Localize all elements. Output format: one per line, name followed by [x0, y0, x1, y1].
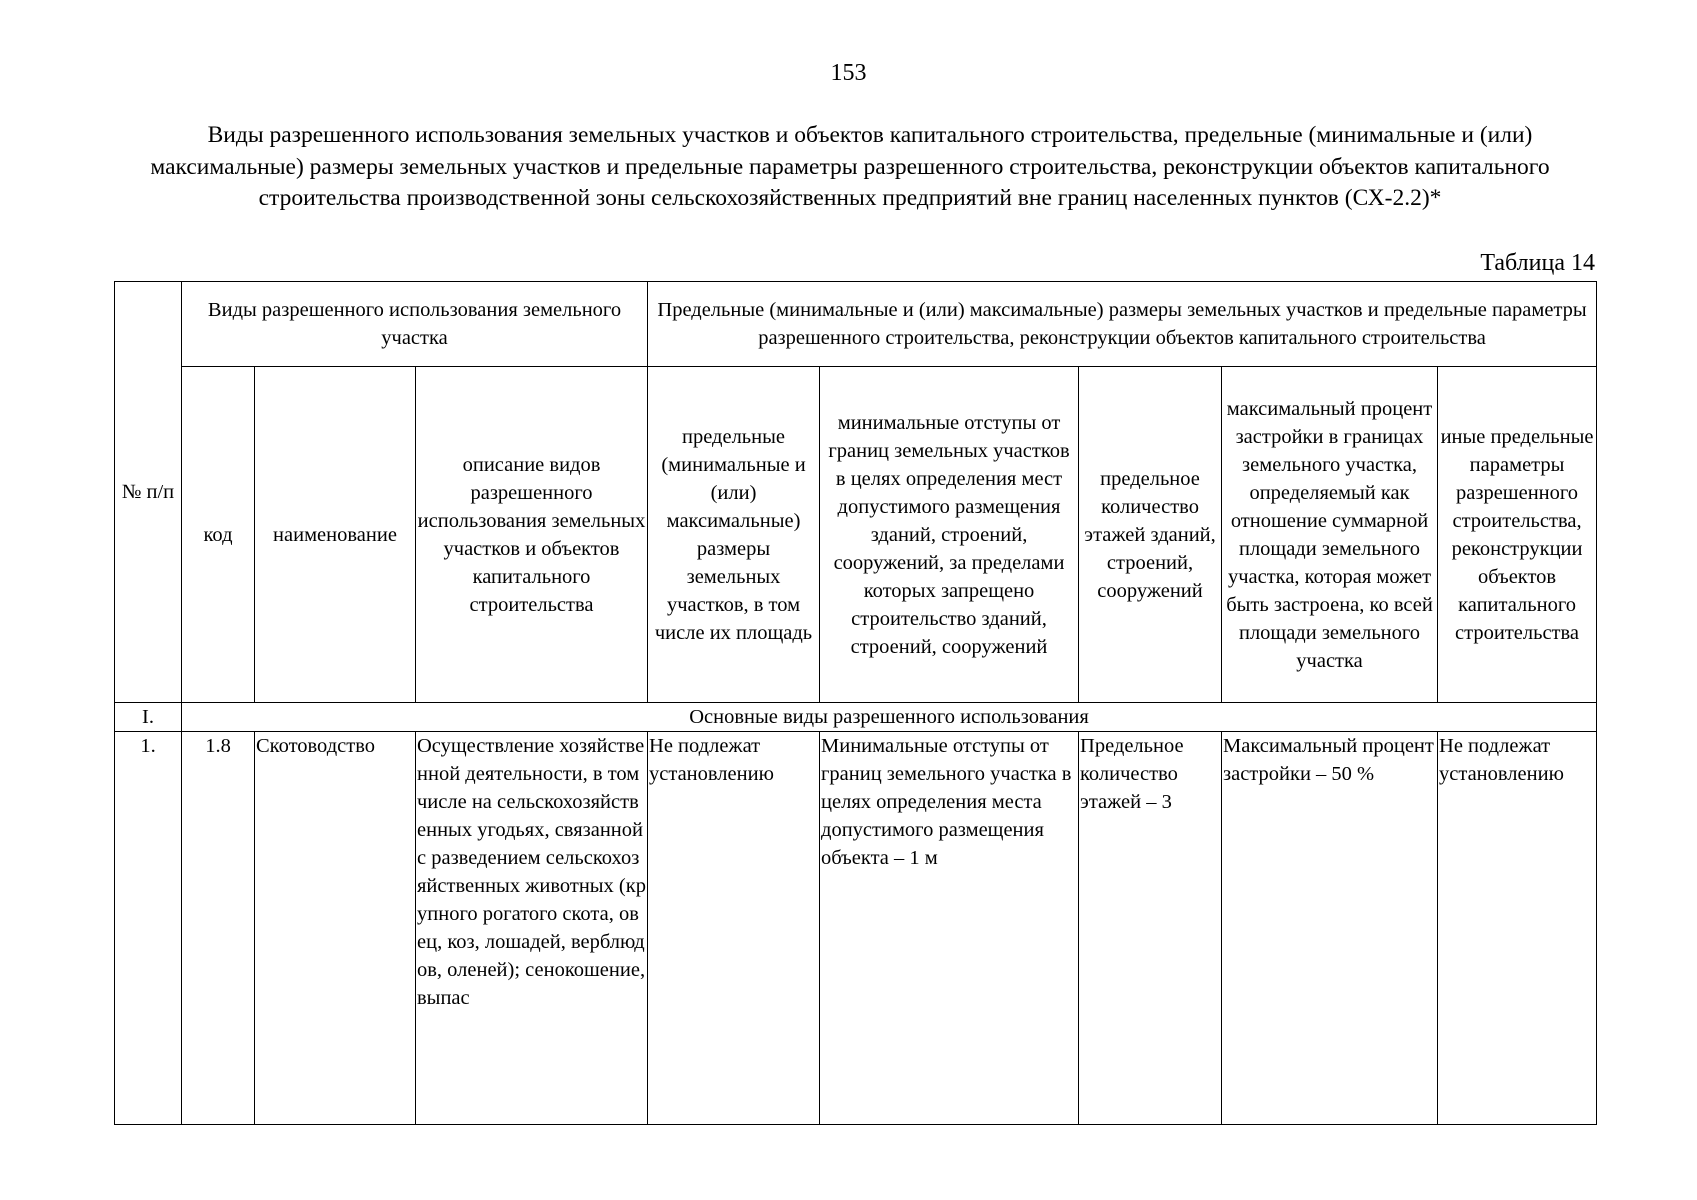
row-coverage: Максимальный процент застройки – 50 % [1222, 732, 1438, 1125]
header-group-limits: Предельные (минимальные и (или) максимальные) размеры земельных участков и предельные параметры разрешенного строительства, реконструкции объектов капитального строительства [648, 282, 1597, 367]
row-setbacks: Минимальные отступы от границ земельного участка в целях определения места допустимого размещения объекта – 1 м [820, 732, 1079, 1125]
row-other: Не подлежат установлению [1438, 732, 1597, 1125]
row-code: 1.8 [182, 732, 255, 1125]
row-num: 1. [115, 732, 182, 1125]
row-sizes: Не подлежат установлению [648, 732, 820, 1125]
header-name: наименование [255, 367, 416, 703]
header-row-groups [115, 282, 1597, 367]
header-other: иные предельные параметры разрешенного строительства, реконструкции объектов капитального строительства [1438, 367, 1597, 703]
header-sizes: предельные (минимальные и (или) максимальные) размеры земельных участков, в том числе их площадь [648, 367, 820, 703]
section-row [115, 703, 1597, 732]
row-name: Скотоводство [255, 732, 416, 1125]
table-label: Таблица 14 [1480, 250, 1595, 276]
row-floors: Предельное количество этажей – 3 [1079, 732, 1222, 1125]
row-description: Осуществление хозяйственной деятельности, в том числе на сельскохозяйственных угодьях, связанной с разведением сельскохозяйственных животных (крупного рогатого скота, овец, коз, лошадей, верблюдов, оленей); сенокошение, выпас [416, 732, 648, 1125]
header-setbacks: минимальные отступы от границ земельных участков в целях определения мест допустимого размещения зданий, строений, сооружений, за пределами которых запрещено строительство зданий, строений, сооружений [820, 367, 1079, 703]
zoning-table [114, 281, 1597, 1125]
document-title [130, 120, 1570, 215]
section-num: I. [115, 703, 182, 732]
header-code: код [182, 367, 255, 703]
table-row [115, 732, 1597, 1125]
section-title: Основные виды разрешенного использования [182, 703, 1597, 732]
header-row-columns [115, 367, 1597, 703]
header-floors: предельное количество этажей зданий, строений, сооружений [1079, 367, 1222, 703]
header-description: описание видов разрешенного использования земельных участков и объектов капитального строительства [416, 367, 648, 703]
header-coverage: максимальный процент застройки в границах земельного участка, определяемый как отношение суммарной площади земельного участка, которая может быть застроена, ко всей площади земельного участка [1222, 367, 1438, 703]
document-title-text: Виды разрешенного использования земельных участков и объектов капитального строительства, предельные (минимальные и (или) максимальные) размеры земельных участков и предельные параметры разрешенного строительства, реконструкции объектов капитального строительства производственной зоны сельскохозяйственных предприятий вне границ населенных пунктов (СХ-2.2)* [150, 122, 1550, 211]
header-group-types: Виды разрешенного использования земельного участка [182, 282, 648, 367]
header-num: № п/п [115, 282, 182, 703]
page-number: 153 [830, 60, 867, 86]
